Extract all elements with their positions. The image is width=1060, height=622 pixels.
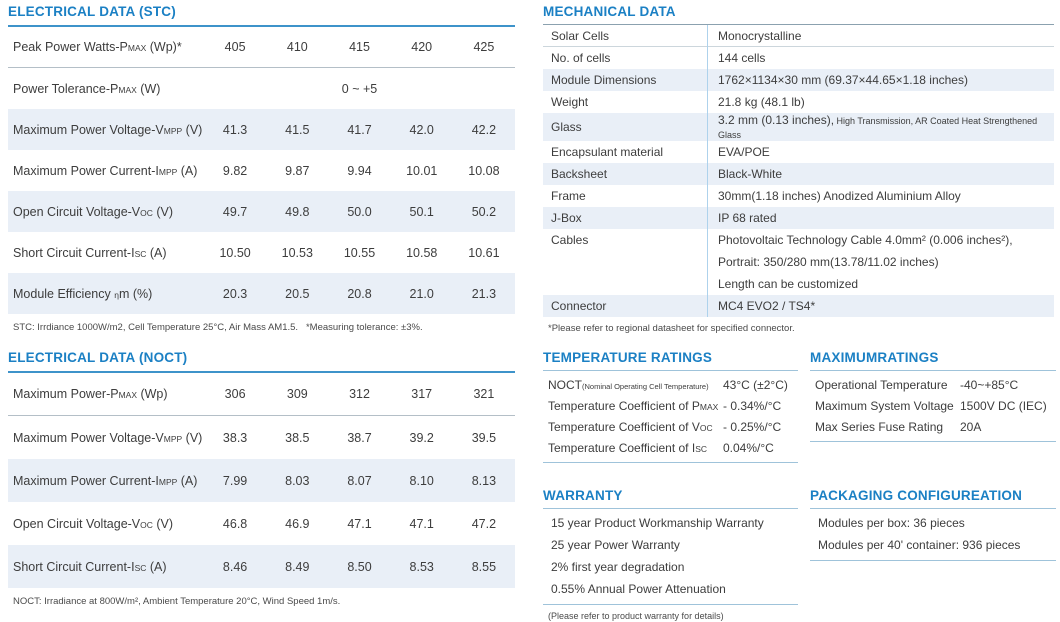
table-row <box>543 69 1054 91</box>
table-row <box>8 68 515 109</box>
column-divider <box>707 25 708 317</box>
spec-label: No. of cells <box>551 51 611 65</box>
spec-label: Module Efficiency ηm (%) <box>13 286 153 301</box>
table-row <box>543 113 1054 141</box>
table-row <box>8 545 515 588</box>
section-title-warranty: WARRANTY <box>543 488 798 509</box>
spec-label: Solar Cells <box>551 28 610 43</box>
table-row <box>8 373 515 416</box>
spec-value: - 0.25%/°C <box>723 419 782 434</box>
spec-value: 39.5 <box>471 430 497 445</box>
spec-value: 10.08 <box>468 163 500 178</box>
spec-value: Black-White <box>718 167 783 181</box>
list-item: 25 year Power Warranty <box>551 538 680 552</box>
spec-value: 20A <box>960 419 982 434</box>
spec-label: Max Series Fuse Rating <box>815 419 944 434</box>
spec-value: - 0.34%/°C <box>723 398 782 413</box>
spec-value: 8.53 <box>409 559 434 574</box>
spec-label: NOCT(Nominal Operating Cell Temperature) <box>548 377 709 392</box>
spec-value: 9.82 <box>222 163 248 178</box>
list-item: 2% first year degradation <box>551 560 685 574</box>
spec-value: 405 <box>224 40 246 54</box>
list-item: Modules per 40' container: 936 pieces <box>818 538 1021 552</box>
spec-value: 10.55 <box>343 245 376 260</box>
spec-value: 49.7 <box>222 204 248 219</box>
spec-value: 42.2 <box>471 122 497 137</box>
spec-label: Operational Temperature <box>815 377 948 392</box>
spec-label: Maximum Power Current-IMPP (A) <box>13 473 198 488</box>
table-row <box>8 191 515 232</box>
spec-label: Cables <box>551 233 589 247</box>
spec-label: Short Circuit Current-ISC (A) <box>13 559 167 574</box>
spec-value: 21.8 kg (48.1 lb) <box>718 95 805 109</box>
spec-value: 10.01 <box>406 163 438 178</box>
table-row <box>543 416 798 437</box>
spec-value: 38.3 <box>222 430 248 445</box>
spec-value: 8.07 <box>347 473 372 488</box>
spec-value: 420 <box>411 40 433 54</box>
spec-value: 9.87 <box>285 163 310 178</box>
spec-value: 21.3 <box>471 286 497 301</box>
spec-value: 10.58 <box>406 245 438 260</box>
table-row <box>8 459 515 502</box>
spec-value: 46.8 <box>222 516 248 531</box>
electrical-data-noct-section <box>8 350 515 607</box>
cables-line: Length can be customized <box>718 277 859 291</box>
table-row <box>543 141 1054 163</box>
spec-value: 49.8 <box>285 204 310 219</box>
spec-value: 8.13 <box>471 473 497 488</box>
packaging-list <box>810 509 1056 561</box>
spec-value: 10.61 <box>468 245 500 260</box>
spec-value: IP 68 rated <box>718 211 777 225</box>
mechanical-footnote: *Please refer to regional datasheet for specified connector. <box>548 323 795 334</box>
spec-label: Temperature Coefficient of ISC <box>548 440 707 455</box>
table-row <box>543 229 1054 295</box>
section-title-temperature: TEMPERATURE RATINGS <box>543 350 798 371</box>
spec-value: 39.2 <box>409 430 434 445</box>
spec-value: 38.7 <box>347 430 372 445</box>
spec-value: 20.5 <box>285 286 310 301</box>
table-row <box>543 91 1054 113</box>
spec-value: 8.46 <box>222 559 248 574</box>
spec-value: 1762×1134×30 mm (69.37×44.65×1.18 inches) <box>718 73 968 87</box>
warranty-section <box>543 488 798 621</box>
spec-value: 8.49 <box>285 559 310 574</box>
spec-label: Short Circuit Current-ISC (A) <box>13 245 167 260</box>
spec-value: 7.99 <box>222 473 248 488</box>
spec-label: Encapsulant material <box>551 145 664 159</box>
spec-label: Maximum Power Current-IMPP (A) <box>13 163 198 178</box>
spec-value: -40~+85°C <box>960 377 1019 392</box>
spec-label: Maximum Power Voltage-VMPP (V) <box>13 122 203 137</box>
table-row <box>8 502 515 545</box>
table-row <box>543 47 1054 69</box>
list-item: Modules per box: 36 pieces <box>818 516 965 530</box>
spec-label: Backsheet <box>551 167 608 181</box>
spec-value: 41.5 <box>285 122 310 137</box>
section-title-packaging: PACKAGING CONFIGUREATION <box>810 488 1056 509</box>
cables-line: Portrait: 350/280 mm(13.78/11.02 inches) <box>718 255 939 269</box>
spec-value: 21.0 <box>409 286 434 301</box>
mechanical-data-section <box>543 4 1054 334</box>
spec-value: 317 <box>411 387 433 401</box>
section-title-stc: ELECTRICAL DATA (STC) <box>8 4 515 27</box>
spec-value: 47.1 <box>347 516 372 531</box>
spec-value: 50.1 <box>409 204 434 219</box>
temperature-table <box>543 371 798 463</box>
table-row <box>543 437 798 458</box>
list-item: 15 year Product Workmanship Warranty <box>551 516 764 530</box>
spec-label: Glass <box>551 120 582 134</box>
mechanical-table <box>543 24 1054 317</box>
spec-label: Peak Power Watts-PMAX (Wp)* <box>13 40 182 54</box>
stc-footnote: STC: Irrdiance 1000W/m2, Cell Temperature 25°C, Air Mass AM1.5. *Measuring tolerance: ±3%. <box>13 322 423 333</box>
spec-value: 425 <box>473 40 495 54</box>
spec-label: Maximum Power-PMAX (Wp) <box>13 387 168 401</box>
spec-label: Frame <box>551 189 586 203</box>
spec-value: MC4 EVO2 / TS4* <box>718 299 816 313</box>
table-row <box>8 232 515 273</box>
spec-label: Weight <box>551 95 589 109</box>
spec-value: Monocrystalline <box>718 28 802 43</box>
spec-value: 43°C (±2°C) <box>723 377 788 392</box>
table-row <box>8 109 515 150</box>
table-row <box>8 27 515 68</box>
spec-value: 41.3 <box>222 122 248 137</box>
table-row <box>543 25 1054 47</box>
spec-value: 0.04%/°C <box>723 440 774 455</box>
table-row <box>543 374 798 395</box>
table-row <box>543 163 1054 185</box>
spec-value: 10.53 <box>281 245 313 260</box>
spec-value: 50.0 <box>347 204 372 219</box>
spec-value: 20.8 <box>347 286 372 301</box>
spec-value: 3.2 mm (0.13 inches), High Transmission, AR Coated Heat Strengthened Glass <box>718 113 1038 140</box>
section-title-mechanical: MECHANICAL DATA <box>543 4 676 19</box>
table-row <box>810 416 1056 437</box>
spec-value: 306 <box>224 387 246 401</box>
spec-value: 312 <box>349 387 370 401</box>
table-row <box>543 185 1054 207</box>
spec-value: 321 <box>473 387 495 401</box>
section-title-maximum: MAXIMUMRATINGS <box>810 350 1056 371</box>
spec-label: Temperature Coefficient of PMAX <box>548 398 719 413</box>
spec-value: 50.2 <box>471 204 497 219</box>
spec-label: J-Box <box>551 211 582 225</box>
spec-value: 8.03 <box>285 473 310 488</box>
spec-value: 410 <box>286 40 308 54</box>
temperature-ratings-section <box>543 350 798 463</box>
table-row <box>8 150 515 191</box>
spec-value: 8.10 <box>409 473 434 488</box>
table-row <box>810 395 1056 416</box>
table-row <box>8 273 515 314</box>
electrical-data-stc-section <box>8 4 515 333</box>
section-title-noct: ELECTRICAL DATA (NOCT) <box>8 350 515 373</box>
spec-value: 1500V DC (IEC) <box>960 398 1047 413</box>
spec-value: 8.50 <box>347 559 372 574</box>
spec-value: EVA/POE <box>718 145 770 159</box>
spec-value: 10.50 <box>219 245 251 260</box>
spec-value: 9.94 <box>347 163 372 178</box>
maximum-ratings-table <box>810 371 1056 442</box>
spec-value: 309 <box>286 387 308 401</box>
noct-footnote: NOCT: Irradiance at 800W/m², Ambient Temperature 20°C, Wind Speed 1m/s. <box>13 596 341 607</box>
table-row <box>543 395 798 416</box>
spec-value: 41.7 <box>347 122 372 137</box>
table-row <box>8 416 515 459</box>
cables-line: Photovoltaic Technology Cable 4.0mm² (0.006 inches²), <box>718 233 1013 247</box>
spec-value: 144 cells <box>718 51 766 65</box>
maximum-ratings-section <box>810 350 1056 442</box>
spec-value: 47.1 <box>409 516 434 531</box>
spec-value: 47.2 <box>471 516 497 531</box>
warranty-footnote: (Please refer to product warranty for details) <box>548 611 724 621</box>
spec-label: Module Dimensions <box>551 73 657 87</box>
spec-value: 38.5 <box>285 430 310 445</box>
spec-label: Maximum Power Voltage-VMPP (V) <box>13 430 203 445</box>
spec-value: 30mm(1.18 inches) Anodized Aluminium Alloy <box>718 189 961 203</box>
spec-label: Temperature Coefficient of VOC <box>548 419 713 434</box>
spec-label: Connector <box>551 299 607 313</box>
spec-value: 42.0 <box>409 122 434 137</box>
spec-value: 20.3 <box>222 286 248 301</box>
warranty-list <box>543 509 798 605</box>
table-row <box>543 207 1054 229</box>
table-row <box>810 374 1056 395</box>
spec-value: 46.9 <box>285 516 310 531</box>
spec-value: 415 <box>349 40 370 54</box>
spec-label: Open Circuit Voltage-VOC (V) <box>13 204 174 219</box>
spec-value <box>707 229 1054 295</box>
spec-label: Open Circuit Voltage-VOC (V) <box>13 516 174 531</box>
spec-value: 0 ~ +5 <box>341 81 378 96</box>
list-item: 0.55% Annual Power Attenuation <box>551 582 726 596</box>
spec-label: Maximum System Voltage <box>815 398 954 413</box>
table-row <box>543 295 1054 317</box>
spec-value: 8.55 <box>471 559 497 574</box>
spec-label: Power Tolerance-PMAX (W) <box>13 81 161 96</box>
packaging-section <box>810 488 1056 561</box>
